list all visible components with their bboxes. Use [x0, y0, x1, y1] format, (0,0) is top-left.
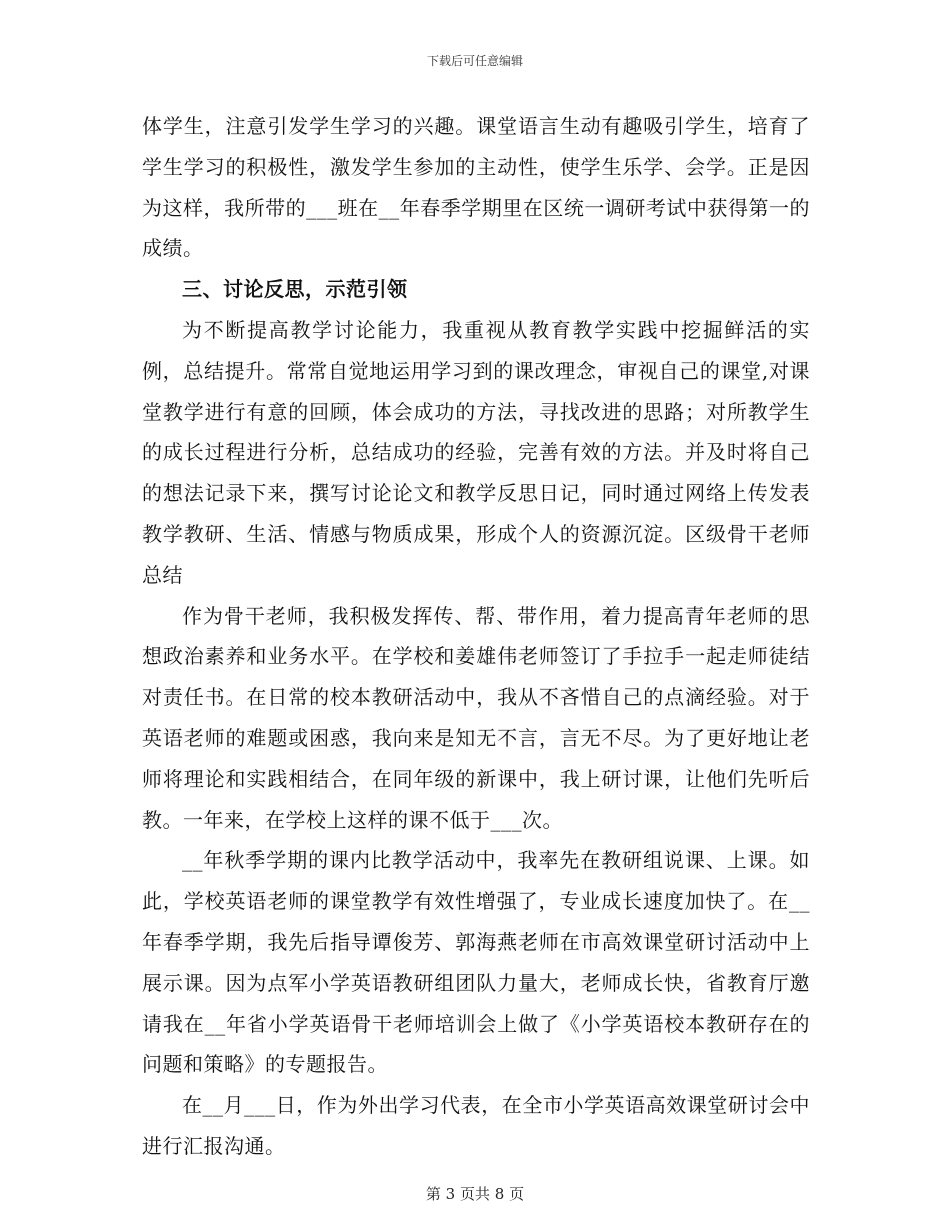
paragraph-mentoring: 作为骨干老师，我积极发挥传、帮、带作用，着力提高青年老师的思想政治素养和业务水平。在学校和姜雄伟老师签订了手拉手一起走师徒结对责任书。在日常的校本教研活动中，我从不吝惜自己的点滴经验。对于英语老师的难题或困惑，我向来是知无不言，言无不尽。为了更好地让老师将理论和实践相结合，在同年级的新课中，我上研讨课，让他们先听后教。一年来，在学校上这样的课不低于___次。	[142, 603, 810, 832]
page-header: 下载后可任意编辑	[426, 54, 523, 68]
paragraph-report-exchange: 在__月___日，作为外出学习代表，在全市小学英语高效课堂研讨会中进行汇报沟通。	[142, 1093, 810, 1158]
section-heading: 三、讨论反思，示范引领	[182, 277, 408, 302]
document-body	[142, 106, 810, 1167]
paragraph-research-reflection: 为不断提高教学讨论能力，我重视从教育教学实践中挖掘鲜活的实例，总结提升。常常自觉地运用学习到的课改理念，审视自己的课堂,对课堂教学进行有意的回顾，体会成功的方法，寻找改进的思路；对所教学生的成长过程进行分析，总结成功的经验，完善有效的方法。并及时将自己的想法记录下来，撰写讨论论文和教学反思日记，同时通过网络上传发表教学教研、生活、情感与物质成果，形成个人的资源沉淀。区级骨干老师总结	[142, 317, 810, 587]
paragraph-autumn-activities: __年秋季学期的课内比教学活动中，我率先在教研组说课、上课。如此，学校英语老师的课堂教学有效性增强了，专业成长速度加快了。在__年春季学期，我先后指导谭俊芳、郭海燕老师在市高效课堂研讨活动中上展示课。因为点军小学英语教研组团队力量大，老师成长快，省教育厅邀请我在__年省小学英语骨干老师培训会上做了《小学英语校本教研存在的问题和策略》的专题报告。	[142, 848, 810, 1077]
paragraph-continuation: 体学生，注意引发学生学习的兴趣。课堂语言生动有趣吸引学生，培育了学生学习的积极性，激发学生参加的主动性，使学生乐学、会学。正是因为这样，我所带的___班在__年春季学期里在区统一调研考试中获得第一的成绩。	[142, 114, 810, 261]
page-footer: 第 3 页共 8 页	[425, 1185, 525, 1203]
